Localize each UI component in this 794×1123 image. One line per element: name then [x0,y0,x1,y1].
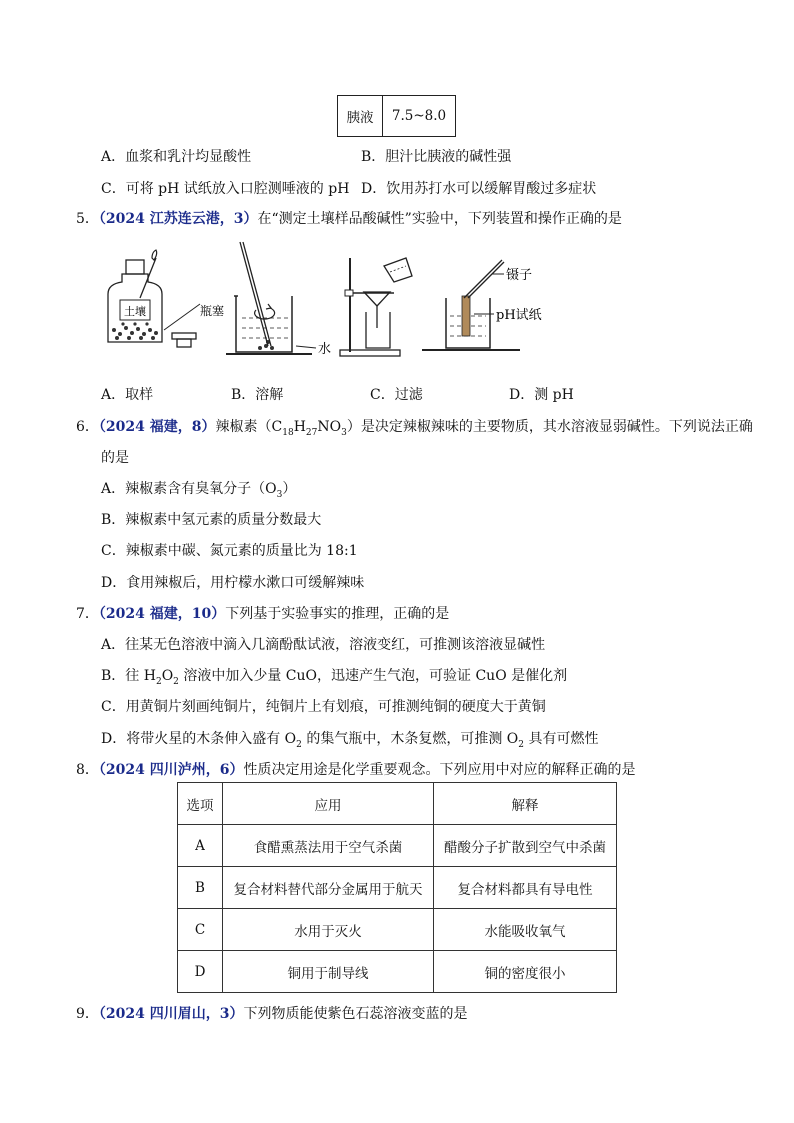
q6-option-c: C．辣椒素中碳、氮元素的质量比为 18:1 [101,543,358,559]
q7-stem [76,603,449,623]
table-header-explanation: 解释 [434,783,617,825]
table-header-row [178,783,617,825]
q5-number: 5． [76,211,99,227]
q8-text: 性质决定用途是化学重要观念。下列应用中对应的解释正确的是 [243,762,636,778]
q7-option-b-post: 溶液中加入少量 CuO，迅速产生气泡，可验证 CuO 是催化剂 [178,668,568,684]
q6-text-mid-2: NO [317,419,342,435]
q7-option-a: A．往某无色溶液中滴入几滴酚酞试液，溶液变红，可推测该溶液显碱性 [101,637,546,653]
q6-source: （2024 福建，8） [98,419,216,435]
q5-option-b: B．溶解 [231,387,284,403]
q7-number: 7． [76,606,99,622]
table-cell-application: 复合材料替代部分金属用于航天 [223,867,434,909]
q9-number: 9． [76,1006,99,1022]
q8-stem [76,759,636,779]
q6-text-mid-1: H [293,419,306,435]
q6-option-d: D．食用辣椒后，用柠檬水漱口可缓解辣味 [101,575,365,591]
q7-source: （2024 福建，10） [98,606,226,622]
filtration-stand-icon [340,258,412,356]
q6-option-a-pre: A．辣椒素含有臭氧分子（O [101,481,277,497]
table-cell-explanation: 复合材料都具有导电性 [434,867,617,909]
q6-sub-3: 3 [341,427,347,438]
q7-option-c: C．用黄铜片刻画纯铜片，纯铜片上有划痕，可推测纯铜的硬度大于黄铜 [101,699,546,715]
q7-option-d-pre: D．将带火星的木条伸入盛有 O [101,731,297,747]
soil-label: 土壤 [124,305,146,318]
q4-option-c: C．可将 pH 试纸放入口腔测唾液的 pH [101,181,350,197]
q6-stem-line2: 的是 [101,450,129,466]
q7-option-b-mid: O [161,668,174,684]
q8-number: 8． [76,762,99,778]
pancreas-ph-value: 7.5~8.0 [383,96,456,137]
table-cell-option: B [178,867,223,909]
stopper-label: 瓶塞 [200,304,225,318]
q6-option-a-sub: 3 [276,489,283,500]
q8-table [177,782,617,993]
table-cell-application: 食醋熏蒸法用于空气杀菌 [223,825,434,867]
q7-option-d-sub-1: 2 [296,739,302,750]
q6-option-a [101,478,296,500]
q9-text: 下列物质能使紫色石蕊溶液变蓝的是 [243,1006,468,1022]
q4-option-a: A．血浆和乳汁均显酸性 [101,149,252,165]
q6-text-post: ）是决定辣椒辣味的主要物质，其水溶液显弱碱性。下列说法正确 [346,419,753,435]
q7-option-b-sub-2: 2 [173,676,179,687]
q7-option-d-post: 具有可燃性 [524,731,599,747]
q6-sub-2: 27 [305,427,318,438]
q4-option-b: B．胆汁比胰液的碱性强 [361,149,512,165]
q7-text: 下列基于实验事实的推理，正确的是 [225,606,450,622]
q5-stem [76,208,622,228]
table-cell-option: A [178,825,223,867]
q5-apparatus-figure [100,238,570,373]
pancreas-label: 胰液 [338,96,383,137]
q6-sub-1: 18 [282,427,294,438]
q5-source: （2024 江苏连云港，3） [98,211,258,227]
stopper-icon [164,304,200,347]
table-cell-option: D [178,951,223,993]
q6-text-pre: 辣椒素（C [215,419,283,435]
table-row [178,867,617,909]
table-header-application: 应用 [223,783,434,825]
table-cell-option: C [178,909,223,951]
pancreas-ph-table [337,95,456,137]
table-row [178,825,617,867]
water-label: 水 [318,342,332,357]
q5-text: 在“测定土壤样品酸碱性”实验中，下列装置和操作正确的是 [257,211,622,227]
q5-option-d: D．测 pH [509,387,574,403]
q9-source: （2024 四川眉山，3） [98,1006,244,1022]
q5-option-c: C．过滤 [370,387,423,403]
q6-stem [76,416,753,438]
table-header-option: 选项 [178,783,223,825]
q9-stem [76,1003,468,1023]
q7-option-b-sub-1: 2 [155,676,162,687]
beaker-stirring-icon [226,242,312,354]
ph-paper-label: pH试纸 [496,308,542,323]
q6-option-a-post: ） [282,481,297,497]
q6-option-b: B．辣椒素中氢元素的质量分数最大 [101,512,322,528]
table-row [178,951,617,993]
q7-option-b [101,665,567,687]
q7-option-d-sub-2: 2 [518,739,525,750]
table-cell-application: 铜用于制导线 [223,951,434,993]
table-cell-application: 水用于灭火 [223,909,434,951]
table-row [178,909,617,951]
soil-bottle-icon [108,250,162,342]
q7-option-d [101,728,598,750]
table-cell-explanation: 水能吸收氧气 [434,909,617,951]
q7-option-d-mid: 的集气瓶中，木条复燃，可推测 O [301,731,519,747]
q6-number: 6． [76,419,99,435]
q7-option-b-pre: B．往 H [101,668,156,684]
q8-source: （2024 四川泸州，6） [98,762,244,778]
table-cell-explanation: 醋酸分子扩散到空气中杀菌 [434,825,617,867]
tweezers-label: 镊子 [506,268,533,283]
q4-option-d: D．饮用苏打水可以缓解胃酸过多症状 [361,181,597,197]
table-cell-explanation: 铜的密度很小 [434,951,617,993]
q5-option-a: A．取样 [101,387,154,403]
